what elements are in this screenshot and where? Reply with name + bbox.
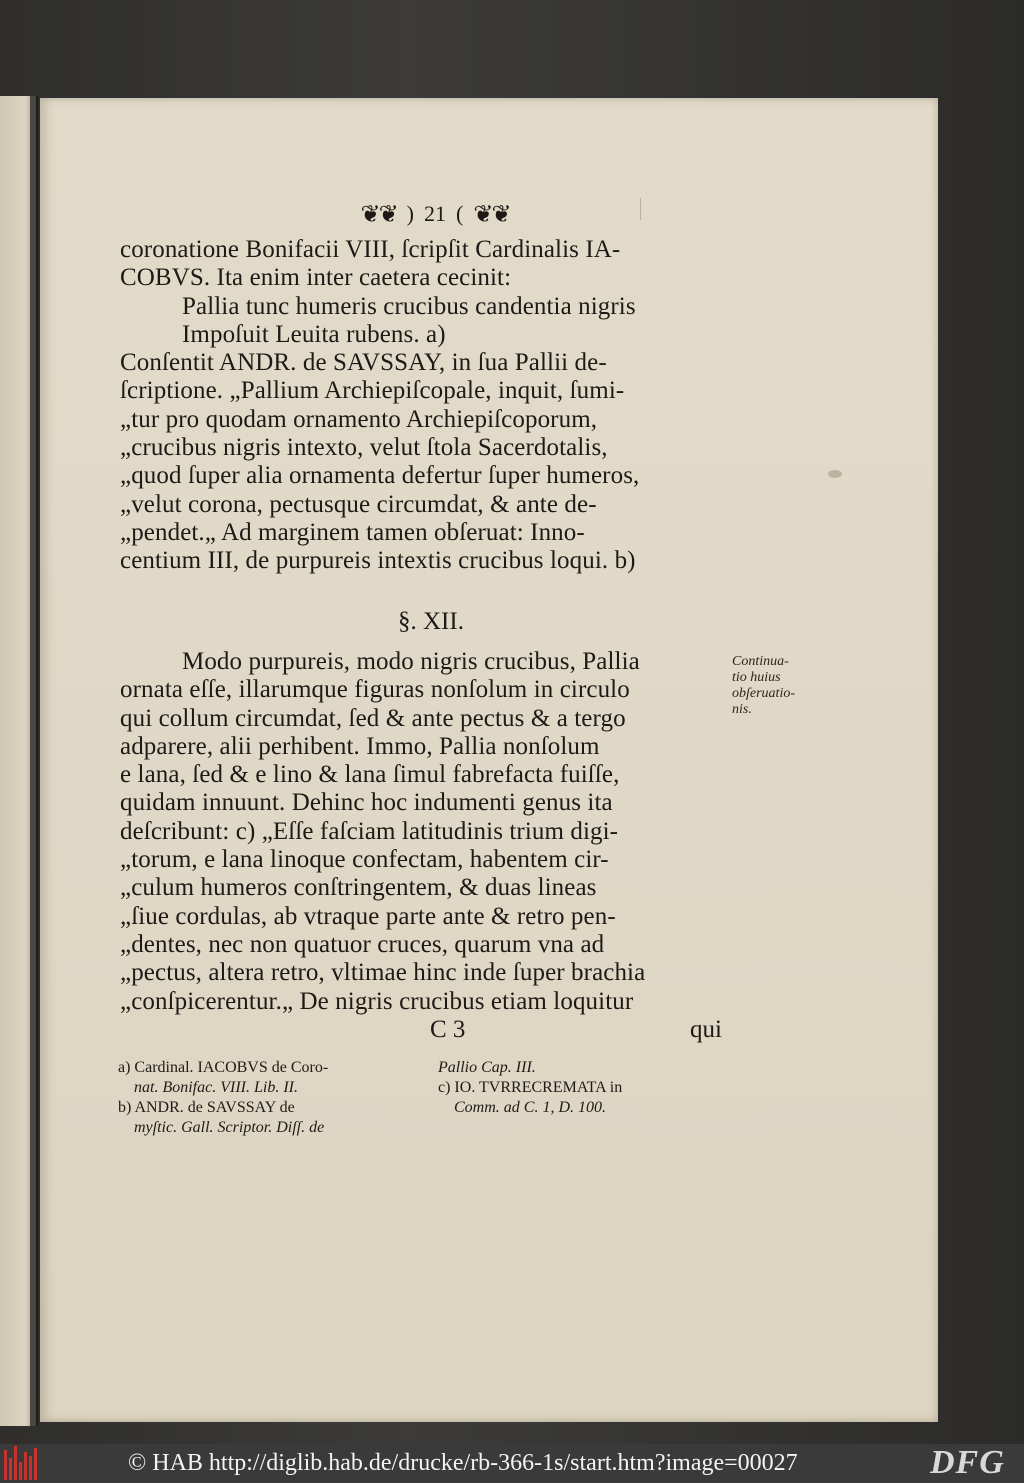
verse-line: Pallia tunc humeris crucibus candentia nigris <box>182 292 636 320</box>
pencil-mark <box>640 198 641 220</box>
text-line: „crucibus nigris intexto, velut ſtola Sacerdotalis, <box>120 434 608 462</box>
footnote-line: b) ANDR. de SAVSSAY de <box>118 1099 295 1116</box>
text-line: ornata eſſe, illarumque figuras nonſolum in circulo <box>120 676 630 704</box>
text-line: adparere, alii perhibent. Immo, Pallia nonſolum <box>120 732 600 760</box>
paper-stain <box>828 470 842 478</box>
footnote-line: c) IO. TVRRECREMATA in <box>438 1079 623 1096</box>
text-line: Conſentit ANDR. de SAVSSAY, in ſua Pallii de- <box>120 349 607 377</box>
head-bracket-right: ( <box>456 201 464 226</box>
text-line: „dentes, nec non quatuor cruces, quarum vna ad <box>120 930 605 958</box>
text-line: centium III, de purpureis intextis crucibus loqui. b) <box>120 547 636 575</box>
text-block-1 <box>120 236 724 576</box>
footnote-line: myſtic. Gall. Scriptor. Diſſ. de <box>134 1119 325 1136</box>
text-line: Modo purpureis, modo nigris crucibus, Pallia <box>182 648 640 675</box>
text-line: „quod ſuper alia ornamenta defertur ſuper humeros, <box>120 462 640 490</box>
text-line: „tur pro quodam ornamento Archiepiſcoporum, <box>120 405 598 433</box>
text-line: COBVS. Ita enim inter caetera cecinit: <box>120 264 512 292</box>
margin-note <box>732 654 842 718</box>
footnote-line: Comm. ad C. 1, D. 100. <box>454 1099 607 1116</box>
catchword: qui <box>690 1016 722 1043</box>
copyright-link[interactable]: © HAB http://diglib.hab.de/drucke/rb-366-1s/start.htm?image=00027 <box>128 1450 798 1476</box>
text-line: e lana, ſed & e lino & lana ſimul fabrefacta fuiſſe, <box>120 761 620 789</box>
text-line: „conſpicerentur.„ De nigris crucibus etiam loquitur <box>120 987 634 1015</box>
text-line: „velut corona, pectusque circumdat, & ante de- <box>120 490 597 518</box>
text-block-2 <box>120 648 724 1016</box>
signature-mark: C 3 <box>430 1016 466 1043</box>
head-ornament-right: ❦❦ <box>473 201 510 228</box>
margin-note-line: Continua- <box>732 654 789 669</box>
text-line: „pendet.„ Ad marginem tamen obſeruat: Inno- <box>120 518 585 546</box>
hab-logo-icon <box>4 1446 38 1480</box>
footnotes-right-column <box>438 1058 728 1118</box>
text-line: ſcriptione. „Pallium Archiepiſcopale, inquit, ſumi- <box>120 377 625 405</box>
text-line: coronatione Bonifacii VIII, ſcripſit Cardinalis IA- <box>120 236 621 263</box>
previous-page-edge <box>0 96 38 1426</box>
text-line: „ſiue cordulas, ab vtraque parte ante & retro pen- <box>120 902 616 930</box>
footnote-line: nat. Bonifac. VIII. Lib. II. <box>134 1079 298 1096</box>
footnotes-left-column <box>118 1058 418 1138</box>
text-line: quidam innuunt. Dehinc hoc indumenti genus ita <box>120 789 613 817</box>
margin-note-line: tio huius <box>732 670 781 685</box>
text-line: „culum humeros conſtringentem, & duas lineas <box>120 874 597 902</box>
text-line: qui collum circumdat, ſed & ante pectus & a tergo <box>120 704 626 732</box>
footnote-line: a) Cardinal. IACOBVS de Coro- <box>118 1059 329 1076</box>
margin-note-line: nis. <box>732 702 752 717</box>
footnote-line: Pallio Cap. III. <box>438 1059 536 1076</box>
head-ornament-left: ❦❦ <box>360 201 397 228</box>
text-line: „torum, e lana linoque confectam, habentem cir- <box>120 846 609 874</box>
head-bracket-left: ) <box>406 201 414 226</box>
page-number: 21 <box>424 201 446 226</box>
dfg-logo: DFG <box>930 1444 1005 1481</box>
binding-shadow <box>30 96 36 1426</box>
text-line: deſcribunt: c) „Eſſe faſciam latitudinis trium digi- <box>120 817 619 845</box>
text-line: „pectus, altera retro, vltimae hinc inde ſuper brachia <box>120 959 646 987</box>
signature-line <box>430 1016 722 1044</box>
section-heading: §. XII. <box>398 608 464 635</box>
verse-line: Impoſuit Leuita rubens. a) <box>182 320 446 348</box>
running-head <box>330 198 540 230</box>
margin-note-line: obſeruatio- <box>732 686 795 701</box>
